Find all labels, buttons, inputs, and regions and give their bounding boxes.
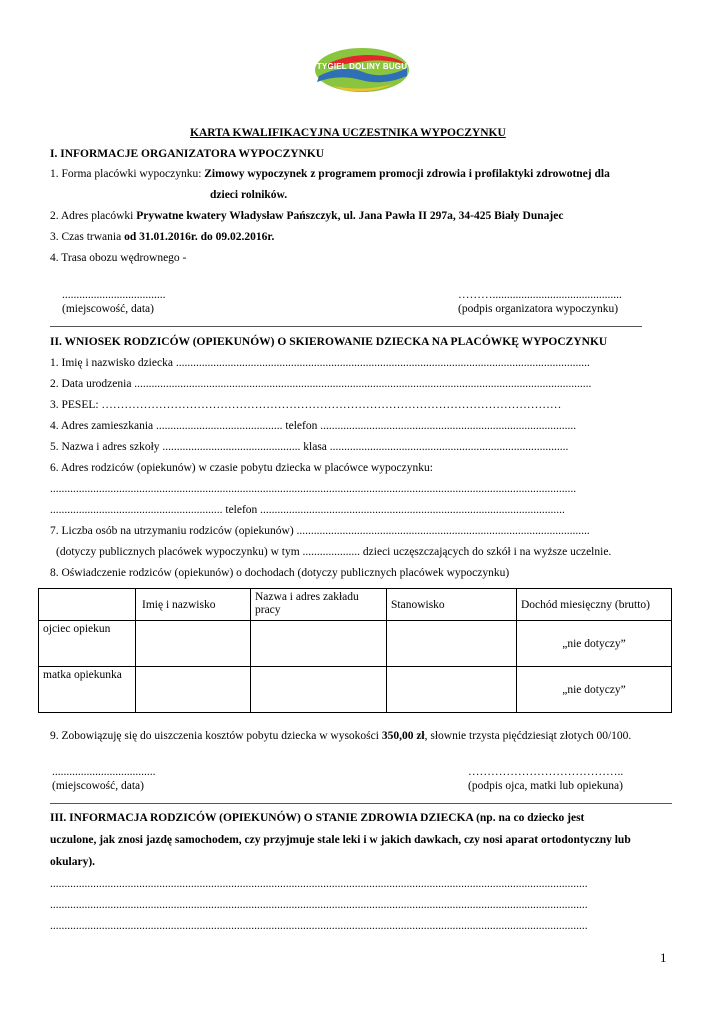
- table-header-row: [39, 589, 672, 621]
- table-row: [39, 621, 672, 667]
- duration-label: 3. Czas trwania: [50, 231, 122, 243]
- income-statement-label: 8. Oświadczenie rodziców (opiekunów) o dochodach (dotyczy publicznych placówek wypoczynku): [50, 567, 510, 579]
- section1-heading: I. INFORMACJE ORGANIZATORA WYPOCZYNKU: [50, 148, 325, 160]
- duration-value: od 31.01.2016r. do 09.02.2016r.: [124, 231, 275, 243]
- school-field[interactable]: 5. Nazwa i adres szkoły ................................................ klasa ...................................................................................: [50, 441, 569, 453]
- pesel-field[interactable]: 3. PESEL: …………………………………………………………………………………………………………: [50, 399, 562, 411]
- sig2-right-dots: …………………………………..: [468, 766, 624, 778]
- logo-text: TYGIEL DOLINY BUGU: [316, 62, 408, 71]
- form-type-label: 1. Forma placówki wypoczynku:: [50, 168, 202, 180]
- document-title: KARTA KWALIFIKACYJNA UCZESTNIKA WYPOCZYNKU: [190, 127, 506, 139]
- form-type-value: Zimowy wypoczynek z programem promocji zdrowia i profilaktyki zdrowotnej dla: [204, 168, 610, 180]
- father-employer-cell[interactable]: [251, 621, 387, 667]
- mother-position-cell[interactable]: [387, 667, 517, 713]
- row-label-father: ojciec opiekun: [39, 621, 136, 667]
- sig1-left-label: (miejscowość, data): [62, 303, 154, 315]
- address-line: [50, 210, 563, 222]
- health-info-line[interactable]: ...........................................................................................................................................................................................: [50, 878, 588, 890]
- duration-line: [50, 231, 274, 243]
- payment-obligation: [50, 730, 631, 742]
- dependents-field[interactable]: 7. Liczba osób na utrzymaniu rodziców (opiekunów) ......................................................................................................: [50, 525, 590, 537]
- table-header-cell: Nazwa i adres zakładu pracy: [251, 589, 387, 621]
- father-name-cell[interactable]: [136, 621, 251, 667]
- mother-income-cell: „nie dotyczy”: [517, 667, 672, 713]
- address-label: 2. Adres placówki: [50, 210, 134, 222]
- father-position-cell[interactable]: [387, 621, 517, 667]
- income-table: [38, 588, 672, 713]
- sig1-left-dots: ....................................: [62, 289, 166, 301]
- health-info-line[interactable]: ...........................................................................................................................................................................................: [50, 920, 588, 932]
- sig1-right-label: (podpis organizatora wypoczynku): [458, 303, 619, 315]
- section3-heading-line1: III. INFORMACJA RODZICÓW (OPIEKUNÓW) O STANIE ZDROWIA DZIECKA (np. na co dziecko jest: [50, 812, 585, 824]
- payment-text-post: , słownie trzysta pięćdziesiąt złotych 00/100.: [424, 730, 632, 742]
- address-value: Prywatne kwatery Władysław Pańszczyk, ul. Jana Pawła II 297a, 34-425 Biały Dunajec: [136, 210, 564, 222]
- table-header-cell: Dochód miesięczny (brutto): [517, 589, 672, 621]
- form-type-value-cont: dzieci rolników.: [210, 189, 288, 201]
- home-address-field[interactable]: 4. Adres zamieszkania ............................................ telefon .........................................................................................: [50, 420, 577, 432]
- row-label-mother: matka opiekunka: [39, 667, 136, 713]
- parents-phone-field[interactable]: ............................................................ telefon ..........................................................................................................: [50, 504, 565, 516]
- table-header-cell: Imię i nazwisko: [136, 589, 251, 621]
- divider-1: [50, 326, 642, 327]
- sig2-right-label: (podpis ojca, matki lub opiekuna): [468, 780, 623, 792]
- health-info-line[interactable]: ...........................................................................................................................................................................................: [50, 899, 588, 911]
- section3-heading-line3: okulary).: [50, 856, 96, 868]
- divider-2: [50, 803, 672, 804]
- payment-amount: 350,00 zł: [381, 730, 425, 742]
- sig2-left-label: (miejscowość, data): [52, 780, 144, 792]
- logo: [313, 46, 411, 94]
- dependents-note: (dotyczy publicznych placówek wypoczynku) w tym .................... dzieci uczęszczających do szkół i na wyższe uczelnie.: [56, 546, 612, 558]
- sig2-left-dots: ....................................: [52, 766, 156, 778]
- payment-text-pre: 9. Zobowiązuję się do uiszczenia kosztów pobytu dziecka w wysokości: [50, 730, 379, 742]
- section2-heading: II. WNIOSEK RODZICÓW (OPIEKUNÓW) O SKIEROWANIE DZIECKA NA PLACÓWKĘ WYPOCZYNKU: [50, 336, 608, 348]
- table-header-cell: [39, 589, 136, 621]
- parents-address-field[interactable]: .......................................................................................................................................................................................: [50, 483, 577, 495]
- mother-employer-cell[interactable]: [251, 667, 387, 713]
- parents-address-label: 6. Adres rodziców (opiekunów) w czasie pobytu dziecka w placówce wypoczynku:: [50, 462, 433, 474]
- mother-name-cell[interactable]: [136, 667, 251, 713]
- form-type-line: [50, 168, 610, 180]
- section3-heading-line2: uczulone, jak znosi jazdę samochodem, czy przyjmuje stale leki i w jakich dawkach, czy nosi aparat ortodontyczny lub: [50, 834, 631, 846]
- father-income-cell: „nie dotyczy”: [517, 621, 672, 667]
- page-number: 1: [660, 950, 667, 965]
- sig1-right-dots: ……….............................................: [458, 289, 622, 301]
- table-header-cell: Stanowisko: [387, 589, 517, 621]
- child-name-field[interactable]: 1. Imię i nazwisko dziecka ................................................................................................................................................: [50, 357, 590, 369]
- table-row: [39, 667, 672, 713]
- birthdate-field[interactable]: 2. Data urodzenia ...............................................................................................................................................................: [50, 378, 592, 390]
- route-line: 4. Trasa obozu wędrownego -: [50, 252, 187, 264]
